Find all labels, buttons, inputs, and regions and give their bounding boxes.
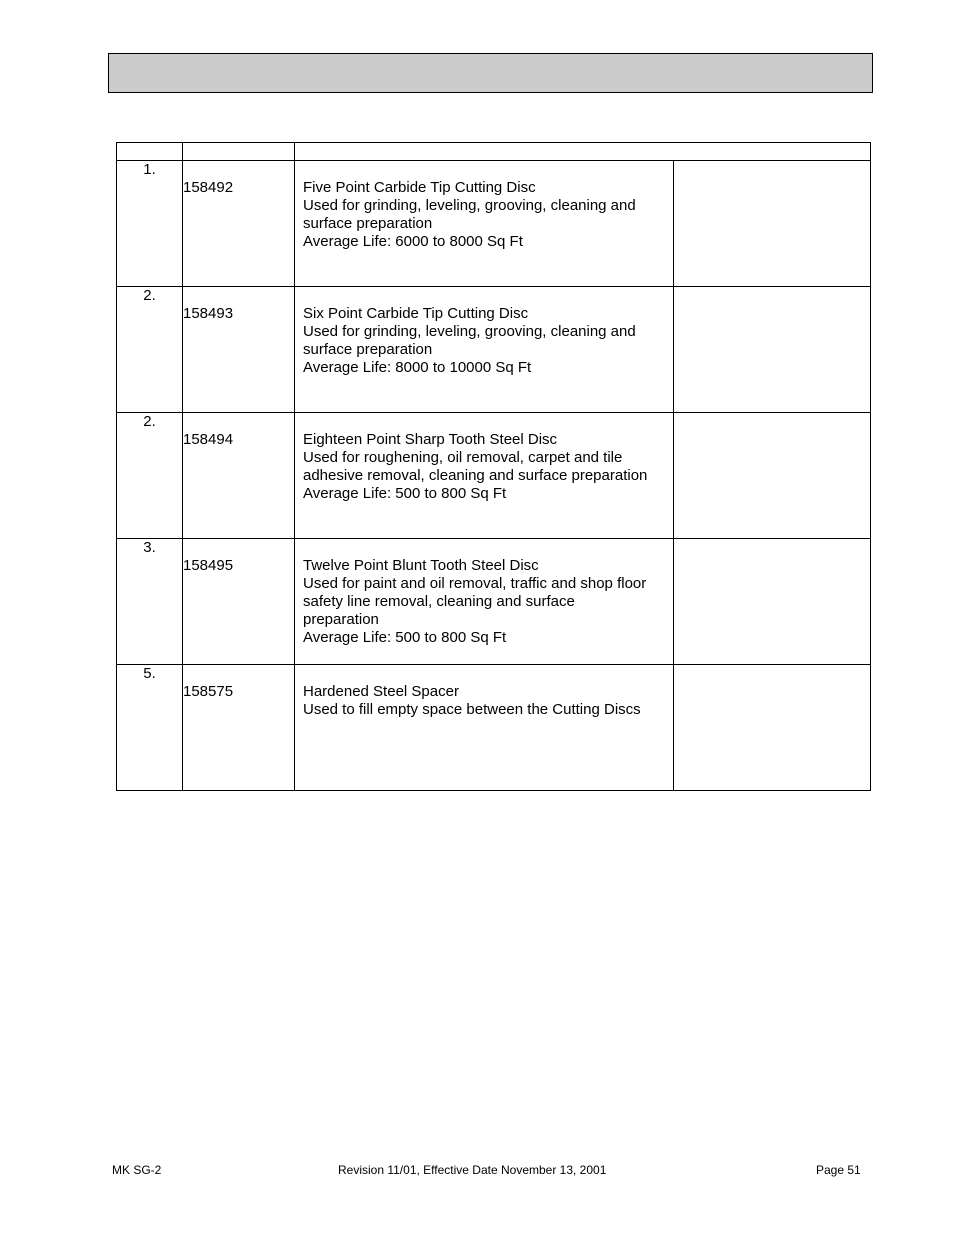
description-line: Used for roughening, oil removal, carpet and tile [303, 449, 623, 466]
image-cell [674, 539, 871, 665]
description-line: surface preparation [303, 215, 433, 232]
part-title: Hardened Steel Spacer [303, 683, 459, 700]
description-line: Used to fill empty space between the Cutting Discs [303, 701, 641, 718]
part-number: 158492 [183, 161, 295, 287]
part-number: 158495 [183, 539, 295, 665]
item-number: 3. [117, 539, 183, 665]
header-cell-part-number [183, 143, 295, 161]
header-cell-item [117, 143, 183, 161]
average-life: Average Life: 500 to 800 Sq Ft [303, 629, 507, 646]
item-number: 2. [117, 413, 183, 539]
table-row [117, 287, 871, 413]
table-row [117, 161, 871, 287]
part-description [295, 161, 674, 287]
table-row [117, 413, 871, 539]
part-description [295, 413, 674, 539]
image-cell [674, 413, 871, 539]
parts-table [116, 142, 871, 791]
average-life: Average Life: 6000 to 8000 Sq Ft [303, 233, 523, 250]
description-line: preparation [303, 611, 379, 628]
part-title: Five Point Carbide Tip Cutting Disc [303, 179, 536, 196]
description-line: Used for grinding, leveling, grooving, cleaning and [303, 323, 636, 340]
item-number: 5. [117, 665, 183, 791]
header-cell-description [295, 143, 871, 161]
part-title: Eighteen Point Sharp Tooth Steel Disc [303, 431, 558, 448]
section-title-bar [108, 53, 873, 93]
description-line: Used for grinding, leveling, grooving, cleaning and [303, 197, 636, 214]
table-header-row [117, 143, 871, 161]
footer-revision: Revision 11/01, Effective Date November 13, 2001 [338, 1163, 607, 1177]
item-number: 1. [117, 161, 183, 287]
part-description [295, 665, 674, 791]
table-row [117, 539, 871, 665]
image-cell [674, 665, 871, 791]
average-life: Average Life: 500 to 800 Sq Ft [303, 485, 507, 502]
part-number: 158494 [183, 413, 295, 539]
footer-document-id: MK SG-2 [112, 1163, 162, 1177]
description-line: Used for paint and oil removal, traffic and shop floor [303, 575, 647, 592]
part-description [295, 287, 674, 413]
part-title: Twelve Point Blunt Tooth Steel Disc [303, 557, 539, 574]
description-line: surface preparation [303, 341, 433, 358]
footer-page-number: Page 51 [816, 1163, 861, 1177]
image-cell [674, 161, 871, 287]
description-line: adhesive removal, cleaning and surface preparation [303, 467, 648, 484]
image-cell [674, 287, 871, 413]
description-line: safety line removal, cleaning and surface [303, 593, 575, 610]
item-number: 2. [117, 287, 183, 413]
table-row [117, 665, 871, 791]
part-number: 158575 [183, 665, 295, 791]
part-description [295, 539, 674, 665]
part-number: 158493 [183, 287, 295, 413]
part-title: Six Point Carbide Tip Cutting Disc [303, 305, 529, 322]
average-life: Average Life: 8000 to 10000 Sq Ft [303, 359, 532, 376]
